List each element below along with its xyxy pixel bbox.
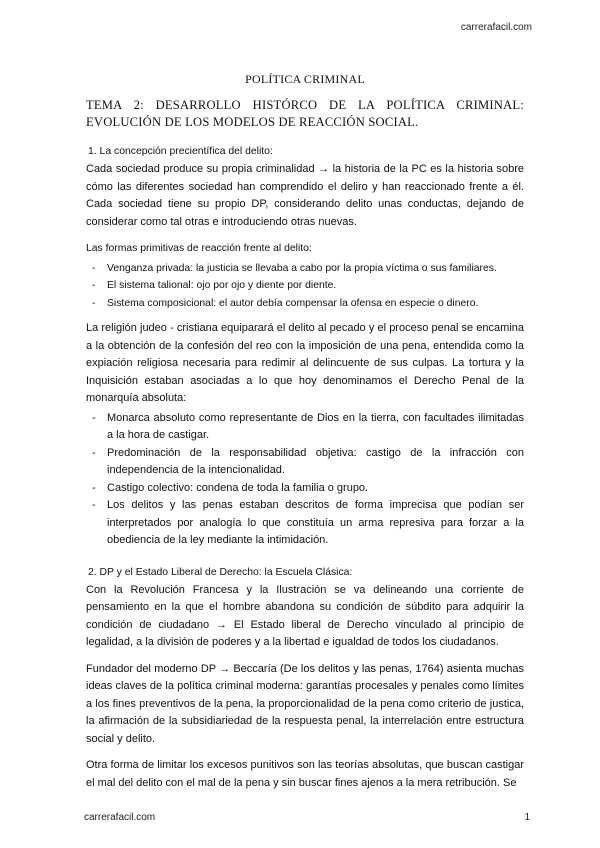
footer-site: carrerafacil.com <box>84 812 156 823</box>
tema-heading: TEMA 2: DESARROLLO HISTÓRCO DE LA POLÍTICA CRIMINAL: EVOLUCIÓN DE LOS MODELOS DE REACCIÓN SOCIAL. <box>86 98 524 129</box>
list-item: - Monarca absoluto como representante de Dios en la tierra, con facultades ilimitadas a la hora de castigar. <box>86 410 524 445</box>
section-1-paragraph-1: Cada sociedad produce su propia criminalidad → la historia de la PC es la historia sobre cómo las diferentes sociedad han comprendido el deliro y han reaccionado frente a él. Cada sociedad tiene su propio DP, considerando delito unas conductas, dejando de considerar como tal otras e introduciendo otras nuevas. <box>86 163 524 228</box>
list-item: - Castigo colectivo: condena de toda la familia o grupo. <box>86 480 524 498</box>
section-2-paragraph-3: Otra forma de limitar los excesos punitivos son las teorías absolutas, que buscan castigar el mal del delito con el mal de la pena y sin buscar fines ajenos a la mera retribución. Se <box>86 759 524 789</box>
section-1-paragraph-2: Las formas primitivas de reacción frente al delito: <box>86 243 312 254</box>
document-title: POLÍTICA CRIMINAL <box>245 72 365 86</box>
list-item: - Los delitos y las penas estaban descritos de forma imprecisa que podían ser interpretados por analogía lo que constituía un arma represiva para forzar a la obediencia de la ley mediante la intimidación. <box>86 497 524 550</box>
header-site: carrerafacil.com <box>460 22 532 33</box>
list-item: - El sistema talional: ojo por ojo y diente por diente. <box>86 277 524 295</box>
primitive-forms-list <box>86 260 524 313</box>
list-item: - Venganza privada: la justicia se llevaba a cabo por la propia víctima o sus familiares. <box>86 260 524 278</box>
list-item: - Sistema composicional: el autor debía compensar la ofensa en especie o dinero. <box>86 295 524 313</box>
section-2-paragraph-2: Fundador del moderno DP → Beccaría (De los delitos y las penas, 1764) asienta muchas ideas claves de la política criminal moderna: garantías procesales y penales como límites a los fines preventivos de la pena, la proporcionalidad de la pena como criterio de justica, la afirmación de la subsidiariedad de la respuesta penal, la interrelación entre estructura social y delito. <box>86 662 524 745</box>
page-number: 1 <box>524 812 530 823</box>
list-item: - Predominación de la responsabilidad objetiva: castigo de la infracción con independencia de la intencionalidad. <box>86 445 524 480</box>
absolute-monarchy-list <box>86 410 524 550</box>
section-2-heading: 2. DP y el Estado Liberal de Derecho: la Escuela Clásica: <box>88 566 353 578</box>
section-2-paragraph-1: Con la Revolución Francesa y la Ilustración se va delineando una corriente de pensamiento en la que el hombre abandona su condición de súbdito para adquirir la condición de ciudadano → El Estado liberal de Derecho vinculado al principio de legalidad, a la división de poderes y a la libertad e igualdad de todos los ciudadanos. <box>86 583 524 648</box>
document-body <box>86 72 524 801</box>
section-1-paragraph-3: La religión judeo - cristiana equiparará el delito al pecado y el proceso penal se encamina a la obtención de la confesión del reo con la imposición de una pena, entendida como la expiación religiosa necesaria para redimir al delincuente de sus culpas. La tortura y la Inquisición estaban asociadas a lo que hoy denominamos el Derecho Penal de la monarquía absoluta: <box>86 322 524 404</box>
section-1-heading: 1. La concepción precientífica del delito: <box>88 146 273 157</box>
